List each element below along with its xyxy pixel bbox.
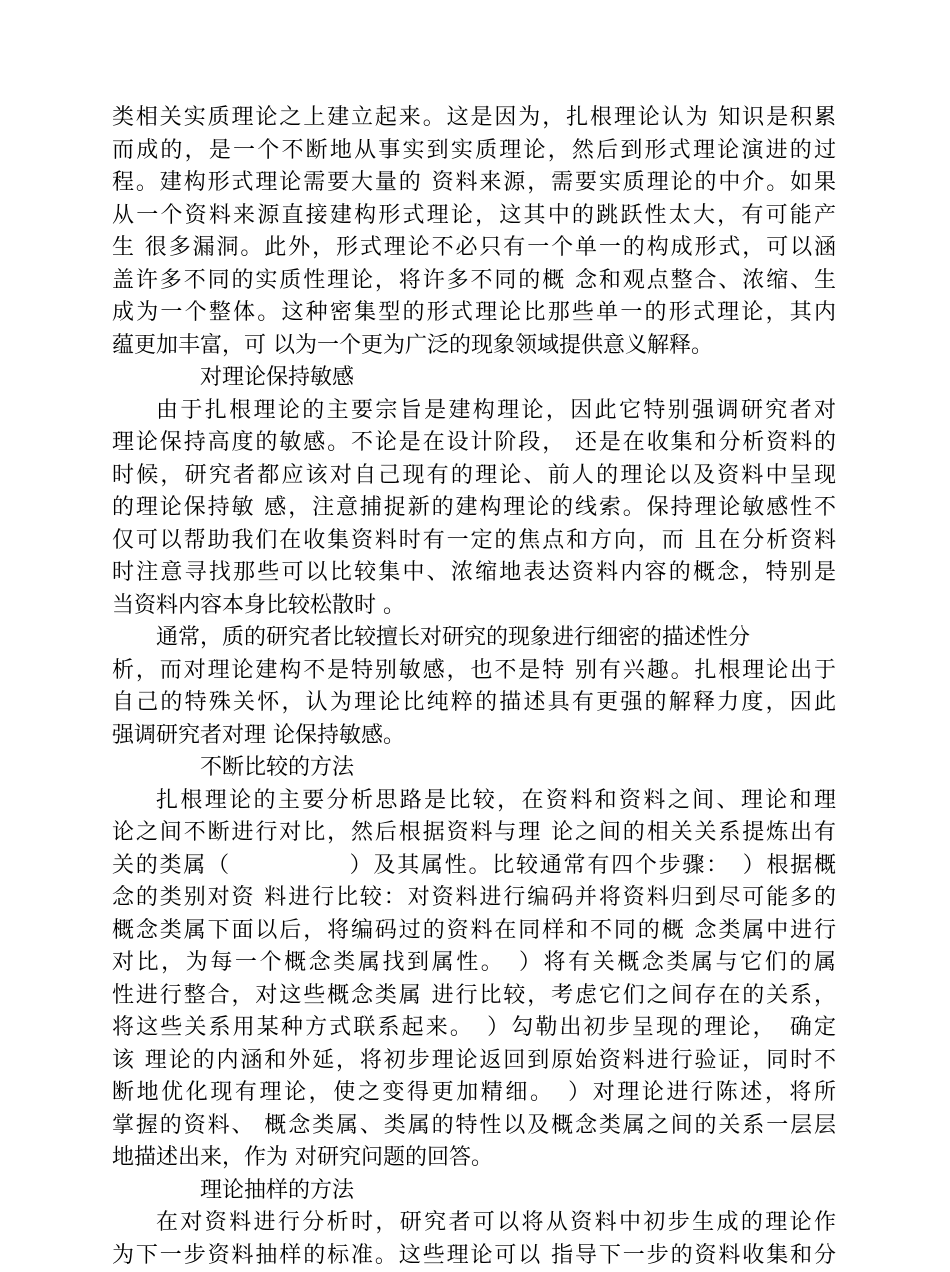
text-line: 掌握的资料、 概念类属、类属的特性以及概念类属之间的关系一层层: [112, 1110, 836, 1143]
text-line: 在对资料进行分析时，研究者可以将从资料中初步生成的理论作: [112, 1207, 836, 1240]
text-line: 盖许多不同的实质性理论，将许多不同的概 念和观点整合、浓缩、生: [112, 265, 836, 298]
text-line: 概念类属下面以后，将编码过的资料在同样和不同的概 念类属中进行: [112, 915, 836, 948]
text-line: 扎根理论的主要分析思路是比较，在资料和资料之间、理论和理: [112, 785, 836, 818]
text-line: 断地优化现有理论，使之变得更加精细。 ）对理论进行陈述，将所: [112, 1077, 836, 1110]
text-line: 当资料内容本身比较松散时 。: [112, 590, 836, 623]
text-line: 通常，质的研究者比较擅长对研究的现象进行细密的描述性分: [112, 622, 836, 655]
text-line: 理论保持高度的敏感。不论是在设计阶段， 还是在收集和分析资料的: [112, 427, 836, 460]
text-line: 念的类别对资 料进行比较：对资料进行编码并将资料归到尽可能多的: [112, 882, 836, 915]
section-heading: 理论抽样的方法: [112, 1175, 836, 1208]
section-heading: 不断比较的方法: [112, 752, 836, 785]
text-line: 论之间不断进行对比，然后根据资料与理 论之间的相关关系提炼出有: [112, 817, 836, 850]
text-line: 蕴更加丰富，可 以为一个更为广泛的现象领域提供意义解释。: [112, 330, 836, 363]
text-line: 将这些关系用某种方式联系起来。 ）勾勒出初步呈现的理论， 确定: [112, 1012, 836, 1045]
text-line: 地描述出来，作为 对研究问题的回答。: [112, 1142, 836, 1175]
text-line: 时注意寻找那些可以比较集中、浓缩地表达资料内容的概念，特别是: [112, 557, 836, 590]
text-line: 该 理论的内涵和外延，将初步理论返回到原始资料进行验证，同时不: [112, 1045, 836, 1078]
text-line: 对比，为每一个概念类属找到属性。 ）将有关概念类属与它们的属: [112, 947, 836, 980]
text-line: 性进行整合，对这些概念类属 进行比较，考虑它们之间存在的关系，: [112, 980, 836, 1013]
text-line: 时候，研究者都应该对自己现有的理论、前人的理论以及资料中呈现: [112, 460, 836, 493]
text-line: 关的类属（ ）及其属性。比较通常有四个步骤： ）根据概: [112, 850, 836, 883]
text-line: 析，而对理论建构不是特别敏感，也不是特 别有兴趣。扎根理论出于: [112, 655, 836, 688]
text-line: 由于扎根理论的主要宗旨是建构理论，因此它特别强调研究者对: [112, 395, 836, 428]
text-line: 成为一个整体。这种密集型的形式理论比那些单一的形式理论，其内: [112, 297, 836, 330]
text-line: 仅可以帮助我们在收集资料时有一定的焦点和方向，而 且在分析资料: [112, 525, 836, 558]
text-line: 为下一步资料抽样的标准。这些理论可以 指导下一步的资料收集和分: [112, 1240, 836, 1272]
section-heading: 对理论保持敏感: [112, 362, 836, 395]
text-line: 强调研究者对理 论保持敏感。: [112, 720, 836, 753]
text-line: 而成的，是一个不断地从事实到实质理论，然后到形式理论演进的过: [112, 135, 836, 168]
text-line: 从一个资料来源直接建构形式理论，这其中的跳跃性太大，有可能产: [112, 200, 836, 233]
text-line: 自己的特殊关怀，认为理论比纯粹的描述具有更强的解释力度，因此: [112, 687, 836, 720]
text-line: 生 很多漏洞。此外，形式理论不必只有一个单一的构成形式，可以涵: [112, 232, 836, 265]
text-line: 的理论保持敏 感，注意捕捉新的建构理论的线索。保持理论敏感性不: [112, 492, 836, 525]
text-line: 程。建构形式理论需要大量的 资料来源，需要实质理论的中介。如果: [112, 167, 836, 200]
text-line: 类相关实质理论之上建立起来。这是因为，扎根理论认为 知识是积累: [112, 102, 836, 135]
document-page: [112, 102, 836, 1272]
